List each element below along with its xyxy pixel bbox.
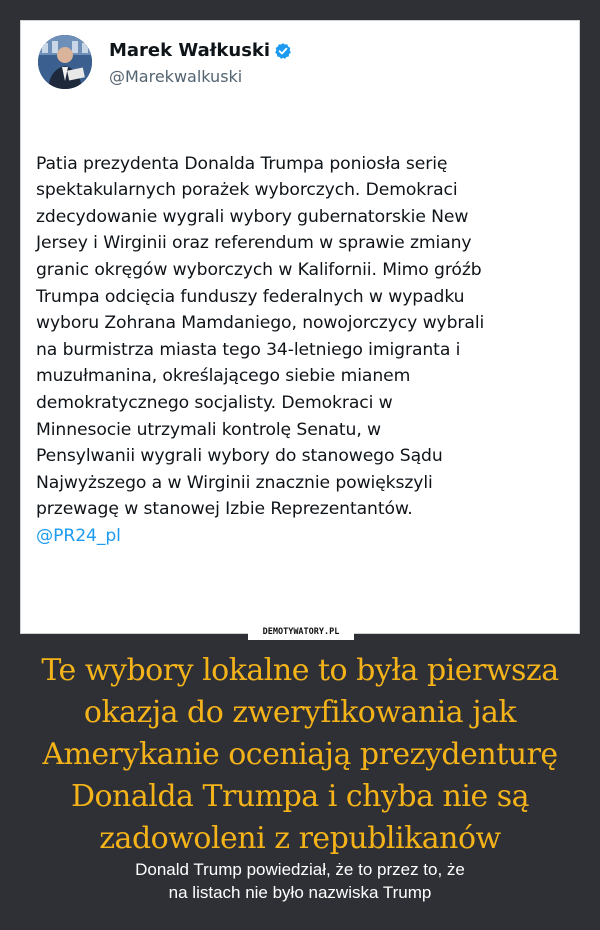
avatar-photo-icon [38,35,92,89]
author-handle[interactable]: @Marekwalkuski [109,67,243,86]
site-watermark[interactable]: DEMOTYWATORY.PL [248,625,354,640]
subtitle: Donald Trump powiedział, że to przez to, że na listach nie było nazwiska Trump [135,860,465,902]
tweet-screenshot-card [20,20,580,634]
avatar[interactable] [38,35,92,89]
tweet-text: Patia prezydenta Donalda Trumpa poniosła serię spektakularnych porażek wyborczych. Demokraci zdecydowanie wygrali wybory gubernatorskie New Jersey i Wirginii oraz referendum w sprawie zmiany granic okręgów wyborczych w Kalifornii. Mimo gróźb Trumpa odcięcia funduszy federalnych w wypadku wyboru Zohrana Mamdaniego, nowojorczycy wybrali na burmistrza miasta tego 34-letniego imigranta i muzułmanina, określającego siebie mianem demokratycznego socjalisty. Demokraci w Minnesocie utrzymali kontrolę Senatu, w Pensylwanii wygrali wybory do stanowego Sądu Najwyższego a w Wirginii znacznie powiększyli przewagę w stanowej Izbie Reprezentantów. [36,153,485,520]
verified-badge-icon [274,42,292,60]
tweet-body [36,124,571,576]
author-name-text: Marek Wałkuski [109,40,271,61]
author-name[interactable] [109,40,292,61]
mention-link[interactable]: @PR24_pl [36,525,121,546]
headline: Te wybory lokalne to była pierwsza okazja do zweryfikowania jak Amerykanie oceniają prezydenturę Donalda Trumpa i chyba nie są zadowoleni z republikanów [41,653,559,856]
